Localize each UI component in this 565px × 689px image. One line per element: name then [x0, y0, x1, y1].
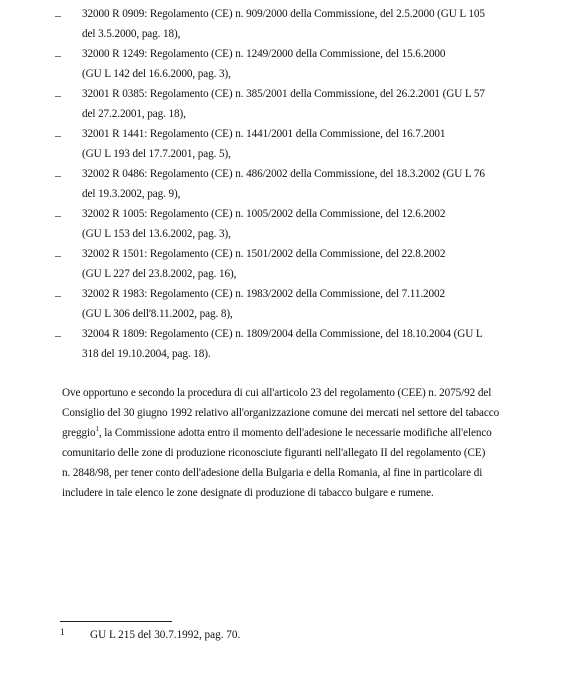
- footnote-number: 1: [60, 627, 65, 637]
- list-item-line: 318 del 19.10.2004, pag. 18).: [82, 348, 211, 360]
- list-dash: –: [55, 208, 61, 222]
- paragraph-line: comunitario delle zone di produzione riconosciute figuranti nell'allegato II del regolamento (CE): [62, 447, 486, 459]
- footnote-text: GU L 215 del 30.7.1992, pag. 70.: [90, 629, 241, 641]
- paragraph-line: Ove opportuno e secondo la procedura di cui all'articolo 23 del regolamento (CEE) n. 2075/92 del: [62, 387, 492, 399]
- paragraph-text: , la Commissione adotta entro il momento dell'adesione le necessarie modifiche all'elenco: [98, 427, 492, 439]
- list-item-line: del 27.2.2001, pag. 18),: [82, 108, 186, 120]
- list-dash: –: [55, 8, 61, 22]
- list-item-line: 32002 R 1983: Regolamento (CE) n. 1983/2002 della Commissione, del 7.11.2002: [82, 288, 446, 300]
- list-item-line: (GU L 142 del 16.6.2000, pag. 3),: [82, 68, 231, 80]
- list-dash: –: [55, 288, 61, 302]
- list-dash: –: [55, 128, 61, 142]
- list-item-line: 32002 R 0486: Regolamento (CE) n. 486/2002 della Commissione, del 18.3.2002 (GU L 76: [82, 168, 485, 180]
- list-item-line: del 3.5.2000, pag. 18),: [82, 28, 181, 40]
- list-item-line: 32000 R 1249: Regolamento (CE) n. 1249/2000 della Commissione, del 15.6.2000: [82, 48, 446, 60]
- list-item-line: 32000 R 0909: Regolamento (CE) n. 909/2000 della Commissione, del 2.5.2000 (GU L 105: [82, 8, 485, 20]
- footnote-divider: [60, 621, 172, 622]
- paragraph-line: includere in tale elenco le zone designate di produzione di tabacco bulgare e rumene.: [62, 487, 434, 499]
- list-dash: –: [55, 88, 61, 102]
- paragraph-line: n. 2848/98, per tener conto dell'adesione della Bulgaria e della Romania, al fine in particolare di: [62, 467, 483, 479]
- list-item-line: del 19.3.2002, pag. 9),: [82, 188, 181, 200]
- list-item-line: (GU L 193 del 17.7.2001, pag. 5),: [82, 148, 231, 160]
- list-dash: –: [55, 248, 61, 262]
- list-item-line: (GU L 227 del 23.8.2002, pag. 16),: [82, 268, 237, 280]
- footnote-reference[interactable]: 1: [95, 425, 99, 433]
- list-item-line: 32001 R 0385: Regolamento (CE) n. 385/2001 della Commissione, del 26.2.2001 (GU L 57: [82, 88, 485, 100]
- paragraph-line: [62, 427, 492, 439]
- list-dash: –: [55, 48, 61, 62]
- paragraph-line: Consiglio del 30 giugno 1992 relativo all'organizzazione comune dei mercati nel settore del tabacco: [62, 407, 500, 419]
- list-dash: –: [55, 168, 61, 182]
- paragraph-text: greggio: [62, 427, 96, 439]
- list-item-line: (GU L 153 del 13.6.2002, pag. 3),: [82, 228, 231, 240]
- list-item-line: 32004 R 1809: Regolamento (CE) n. 1809/2004 della Commissione, del 18.10.2004 (GU L: [82, 328, 483, 340]
- list-item-line: 32001 R 1441: Regolamento (CE) n. 1441/2001 della Commissione, del 16.7.2001: [82, 128, 446, 140]
- list-item-line: 32002 R 1005: Regolamento (CE) n. 1005/2002 della Commissione, del 12.6.2002: [82, 208, 446, 220]
- list-item-line: 32002 R 1501: Regolamento (CE) n. 1501/2002 della Commissione, del 22.8.2002: [82, 248, 446, 260]
- list-item-line: (GU L 306 dell'8.11.2002, pag. 8),: [82, 308, 233, 320]
- list-dash: –: [55, 328, 61, 342]
